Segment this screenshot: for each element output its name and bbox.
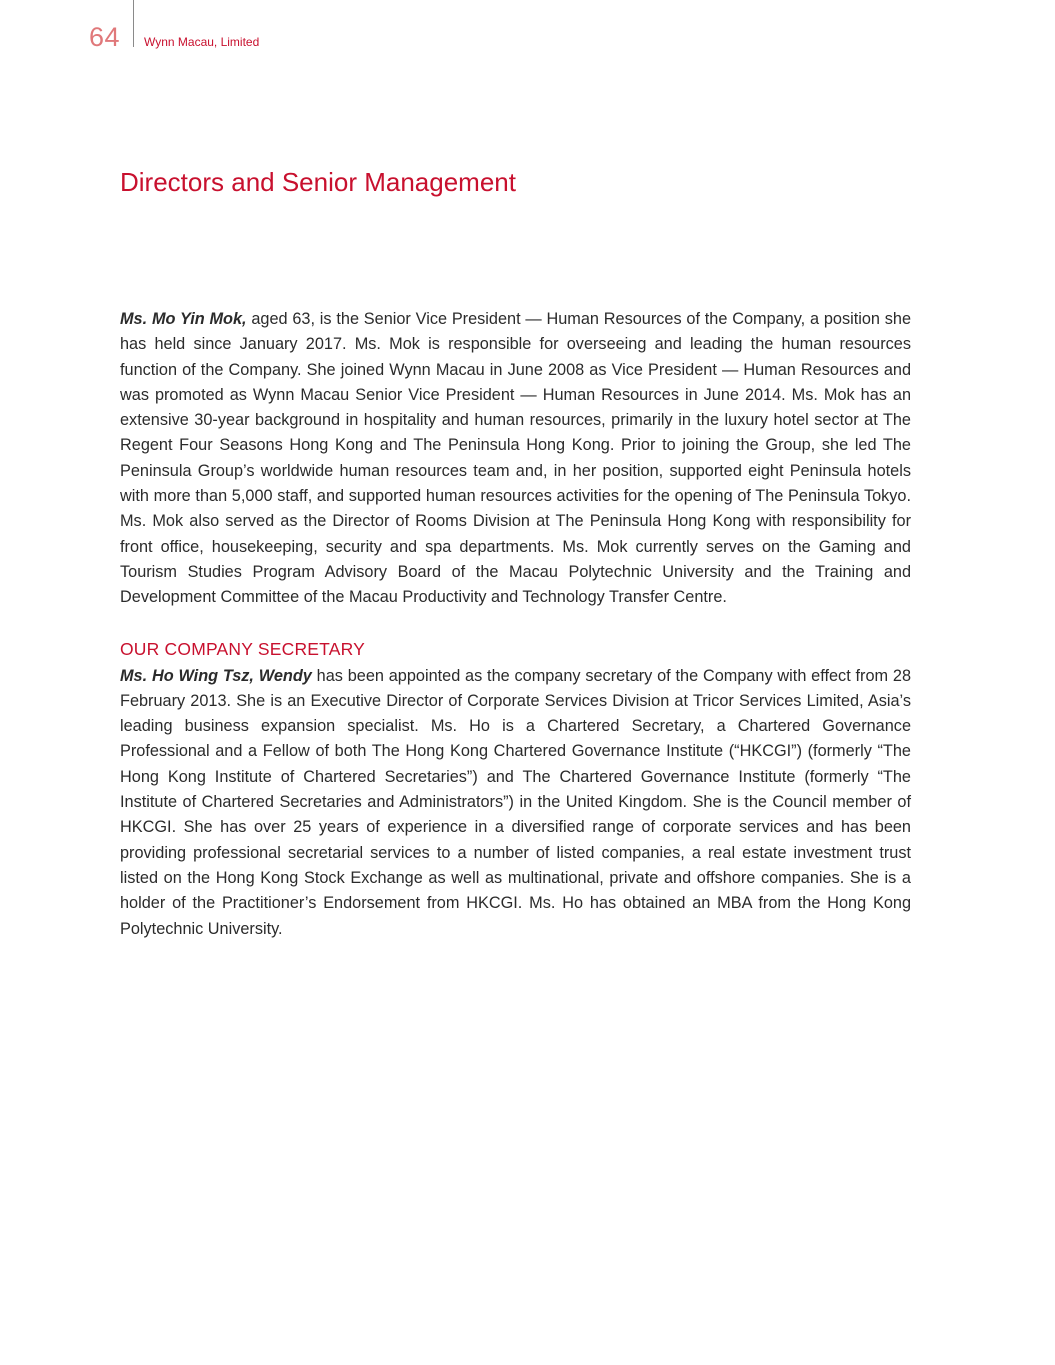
page-title: Directors and Senior Management [120, 167, 516, 197]
main-content [120, 307, 911, 942]
company-secretary-heading: OUR COMPANY SECRETARY [120, 638, 366, 659]
company-secretary-name: Ms. Ho Wing Tsz, Wendy [120, 666, 312, 685]
header-divider [133, 0, 134, 47]
director-bio-text: aged 63, is the Senior Vice President — Human Resources of the Company, a position she has held since January 2017. Ms. Mok is responsible for overseeing and leading the human resources function of the Company. She joined Wynn Macau in June 2008 as Vice President — Human Resources and was promoted as Wynn Macau Senior Vice President — Human Resources in June 2014. Ms. Mok has an extensive 30-year background in hospitality and human resources, primarily in the luxury hotel sector at The Regent Four Seasons Hong Kong and The Peninsula Hong Kong. Prior to joining the Group, she led The Peninsula Group’s worldwide human resources team and, in her position, supported eight Peninsula hotels with more than 5,000 staff, and supported human resources activities for the opening of The Peninsula Tokyo. Ms. Mok also served as the Director of Rooms Division at The Peninsula Hong Kong with responsibility for front office, housekeeping, security and spa departments. Ms. Mok currently serves on the Gaming and Tourism Studies Program Advisory Board of the Macau Polytechnic University and the Training and Development Committee of the Macau Productivity and Technology Transfer Centre. [120, 310, 912, 607]
director-name: Ms. Mo Yin Mok, [120, 310, 247, 328]
company-secretary-bio-text: has been appointed as the company secretary of the Company with effect from 28 February 2013. She is an Executive Director of Corporate Services Division at Tricor Services Limited, Asia’s leading business expansion specialist. Ms. Ho is a Chartered Secretary, a Chartered Governance Professional and a Fellow of both The Hong Kong Chartered Governance Institute (“HKCGI”) (formerly “The Hong Kong Institute of Chartered Secretaries”) and The Chartered Governance Institute (formerly “The Institute of Chartered Secretaries and Administrators”) in the United Kingdom. She is the Council member of HKCGI. She has over 25 years of experience in a diversified range of corporate services and has been providing professional secretarial services to a number of listed companies, a real estate investment trust listed on the Hong Kong Stock Exchange as well as multinational, private and offshore companies. She is a holder of the Practitioner’s Endorsement from HKCGI. Ms. Ho has obtained an MBA from the Hong Kong Polytechnic University. [120, 666, 911, 938]
company-secretary-bio [120, 664, 911, 942]
company-name: Wynn Macau, Limited [144, 35, 260, 49]
page-number: 64 [89, 22, 121, 52]
director-bio [120, 307, 911, 611]
